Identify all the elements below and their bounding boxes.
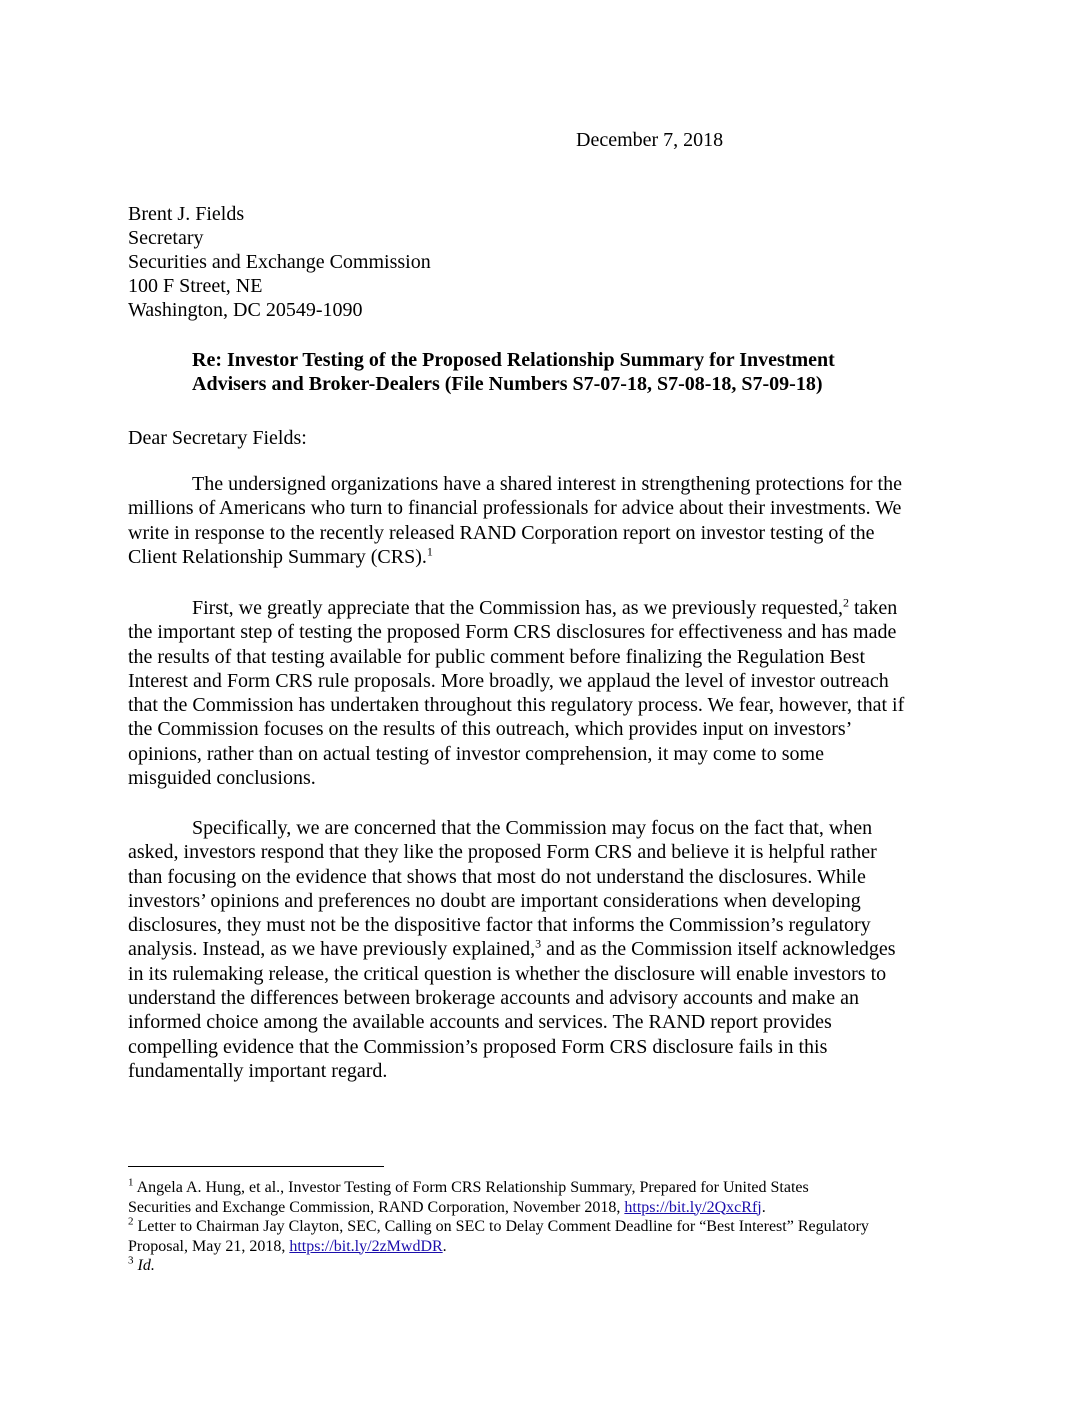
paragraph-line: in its rulemaking release, the critical question is whether the disclosure will enable investors to xyxy=(128,962,887,985)
paragraph-line: misguided conclusions. xyxy=(128,767,316,790)
footnote-text: Securities and Exchange Commission, RAND Corporation, November 2018, xyxy=(128,1198,625,1216)
recipient-organization: Securities and Exchange Commission xyxy=(128,251,431,273)
paragraph-line: understand the differences between brokerage accounts and advisory accounts and make an xyxy=(128,987,859,1010)
footnote-ref-1[interactable]: 1 xyxy=(426,544,433,559)
footnote-text: . xyxy=(442,1237,447,1255)
footnote-1-continued xyxy=(128,1198,968,1218)
paragraph-line: Specifically, we are concerned that the Commission may focus on the fact that, when xyxy=(192,817,873,839)
paragraph-line: that the Commission has undertaken throughout this regulatory process. We fear, however, that if xyxy=(128,694,905,717)
footnote-number: 2 xyxy=(128,1215,134,1228)
recipient-title: Secretary xyxy=(128,227,204,249)
line-text: analysis. Instead, as we have previously explained, xyxy=(128,938,536,961)
recipient-address xyxy=(128,202,431,322)
paragraph-line: opinions, rather than on actual testing of investor comprehension, it may come to some xyxy=(128,742,824,765)
footnote-text: Letter to Chairman Jay Clayton, SEC, Calling on SEC to Delay Comment Deadline for “Best Interest” Regulatory xyxy=(133,1218,869,1235)
line-text: and as the Commission itself acknowledges xyxy=(541,938,896,961)
footnote-ref-2[interactable]: 2 xyxy=(842,595,849,610)
footnote-ref-3[interactable]: 3 xyxy=(535,936,542,951)
footnote-text: Id. xyxy=(133,1257,155,1274)
footnote-divider xyxy=(128,1166,384,1167)
paragraph-line: than focusing on the evidence that shows that most do not understand the disclosures. While xyxy=(128,865,866,888)
paragraph-line: Interest and Form CRS rule proposals. More broadly, we applaud the level of investor outreach xyxy=(128,669,889,692)
line-text: taken xyxy=(848,597,898,619)
paragraph-line: write in response to the recently released RAND Corporation report on investor testing of the xyxy=(128,521,875,544)
footnote-2-continued xyxy=(128,1237,968,1257)
paragraph-line: investors’ opinions and preferences no doubt are important considerations when developing xyxy=(128,889,861,912)
footnote-text: . xyxy=(761,1198,766,1216)
footnote-number: 1 xyxy=(128,1176,134,1189)
paragraph-line xyxy=(128,545,968,569)
paragraph-line: the Commission focuses on the results of this outreach, which provides input on investors’ xyxy=(128,718,853,741)
recipient-street: 100 F Street, NE xyxy=(128,275,263,297)
paragraph-3 xyxy=(128,816,968,1083)
footnote-1 xyxy=(128,1178,968,1198)
footnote-1-link[interactable]: https://bit.ly/2QxcRfj xyxy=(624,1198,762,1216)
paragraph-line: the results of that testing available for public comment before finalizing the Regulation Best xyxy=(128,645,866,668)
footnote-3 xyxy=(128,1256,968,1276)
paragraph-line: compelling evidence that the Commission’s proposed Form CRS disclosure fails in this xyxy=(128,1035,828,1058)
line-text: First, we greatly appreciate that the Commission has, as we previously requested, xyxy=(192,597,843,619)
paragraph-line xyxy=(128,937,968,961)
paragraph-line: The undersigned organizations have a shared interest in strengthening protections for the xyxy=(192,473,902,495)
letter-date: December 7, 2018 xyxy=(576,129,724,151)
footnote-2 xyxy=(128,1217,968,1237)
paragraph-line xyxy=(128,596,968,620)
paragraph-2 xyxy=(128,596,968,790)
footnote-text: Angela A. Hung, et al., Investor Testing of Form CRS Relationship Summary, Prepared for United States xyxy=(133,1179,809,1196)
recipient-name: Brent J. Fields xyxy=(128,203,245,225)
footnote-2-link[interactable]: https://bit.ly/2zMwdDR xyxy=(289,1237,443,1255)
paragraph-line: disclosures, they must not be the dispositive factor that informs the Commission’s regulatory xyxy=(128,914,871,937)
paragraph-line: asked, investors respond that they like the proposed Form CRS and believe it is helpful rather xyxy=(128,841,877,864)
subject-line xyxy=(192,348,912,396)
paragraph-1 xyxy=(128,472,968,569)
recipient-city: Washington, DC 20549-1090 xyxy=(128,299,363,321)
footnote-text: Proposal, May 21, 2018, xyxy=(128,1237,290,1255)
paragraph-line: informed choice among the available accounts and services. The RAND report provides xyxy=(128,1011,832,1034)
salutation: Dear Secretary Fields: xyxy=(128,427,307,449)
footnotes xyxy=(128,1178,968,1276)
paragraph-line: fundamentally important regard. xyxy=(128,1059,388,1082)
paragraph-line: the important step of testing the proposed Form CRS disclosures for effectiveness and has made xyxy=(128,621,897,644)
line-text: Client Relationship Summary (CRS). xyxy=(128,545,427,568)
subject-line-2: Advisers and Broker-Dealers (File Numbers S7-07-18, S7-08-18, S7-09-18) xyxy=(192,373,823,395)
subject-line-1: Re: Investor Testing of the Proposed Relationship Summary for Investment xyxy=(192,349,835,371)
footnote-number: 3 xyxy=(128,1254,134,1267)
paragraph-line: millions of Americans who turn to financial professionals for advice about their investments. We xyxy=(128,497,902,520)
